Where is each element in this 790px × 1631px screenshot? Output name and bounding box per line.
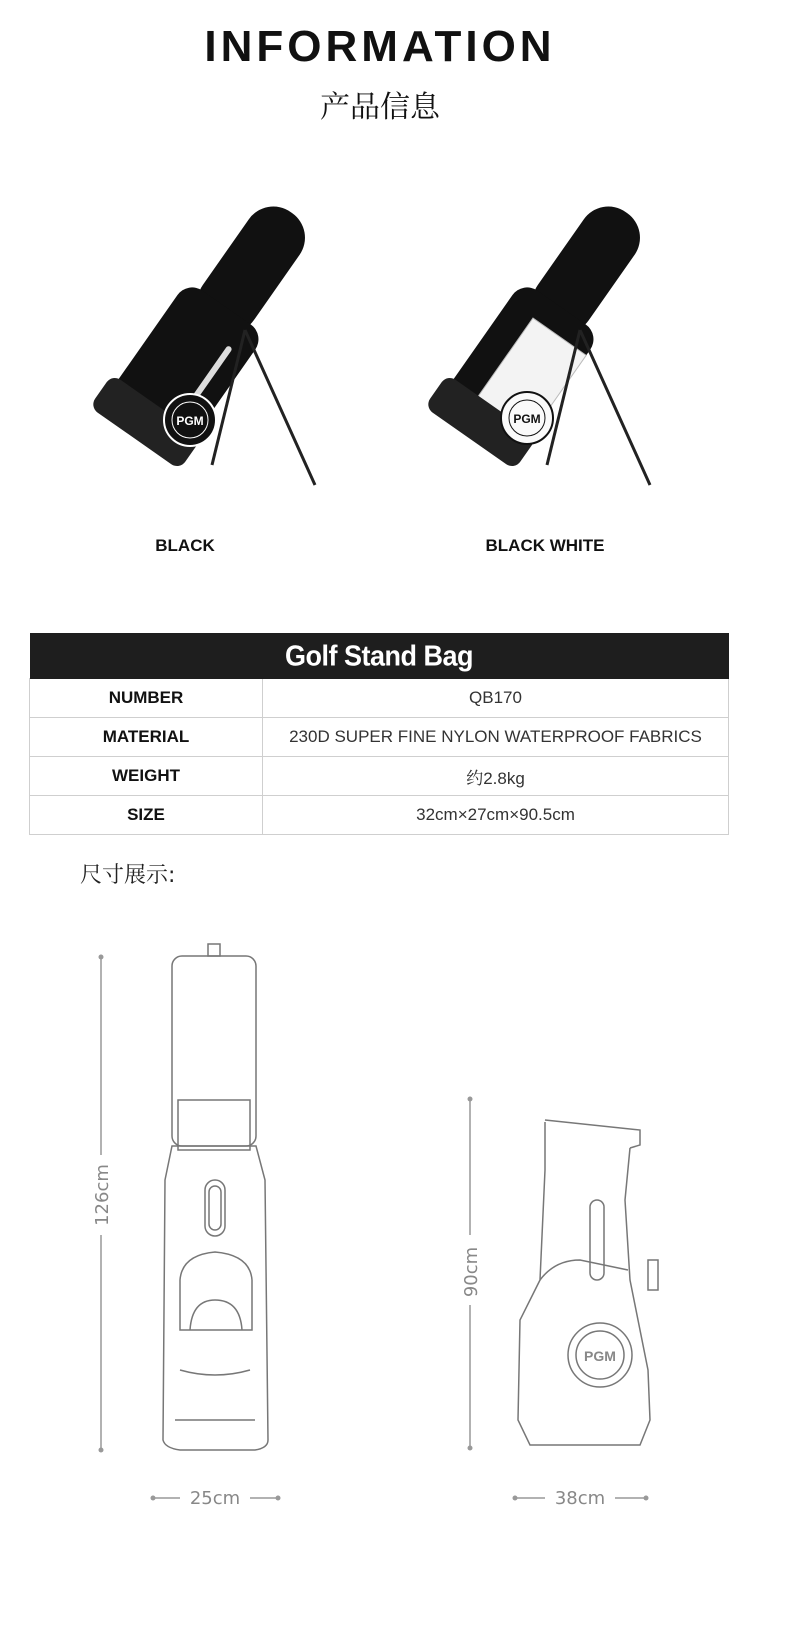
bag-image-black xyxy=(70,190,330,510)
spec-key: NUMBER xyxy=(30,679,263,718)
spec-key: MATERIAL xyxy=(30,718,263,757)
variant-label-black: BLACK xyxy=(155,536,215,555)
side-depth-label: 38cm xyxy=(554,1488,606,1509)
spec-value: 32cm×27cm×90.5cm xyxy=(263,796,729,835)
side-view-drawing xyxy=(518,1120,658,1445)
bag-image-black-white xyxy=(405,190,665,510)
page-title-cn: 产品信息 xyxy=(320,90,440,125)
spec-key: WEIGHT xyxy=(30,757,263,796)
spec-table xyxy=(29,634,729,835)
logo-text-black: PGM xyxy=(176,414,204,428)
side-height-label: 90cm xyxy=(461,1246,482,1298)
front-height-label: 126cm xyxy=(92,1164,113,1226)
page-title-en: INFORMATION xyxy=(204,22,556,71)
front-view-drawing xyxy=(163,944,268,1450)
side-logo-text: PGM xyxy=(584,1348,616,1364)
dimension-drawings xyxy=(0,900,790,1620)
dimensions-title: 尺寸展示: xyxy=(80,863,176,888)
table-row xyxy=(30,679,729,718)
front-width-label: 25cm xyxy=(189,1488,241,1509)
spec-key: SIZE xyxy=(30,796,263,835)
spec-value: 230D SUPER FINE NYLON WATERPROOF FABRICS xyxy=(263,718,729,757)
spec-value: QB170 xyxy=(263,679,729,718)
spec-value: 约2.8kg xyxy=(263,757,729,796)
table-row xyxy=(30,796,729,835)
table-row xyxy=(30,718,729,757)
table-row xyxy=(30,757,729,796)
variant-label-black-white: BLACK WHITE xyxy=(485,536,605,555)
spec-table-title: Golf Stand Bag xyxy=(30,633,729,680)
logo-text-black-white: PGM xyxy=(513,412,541,426)
